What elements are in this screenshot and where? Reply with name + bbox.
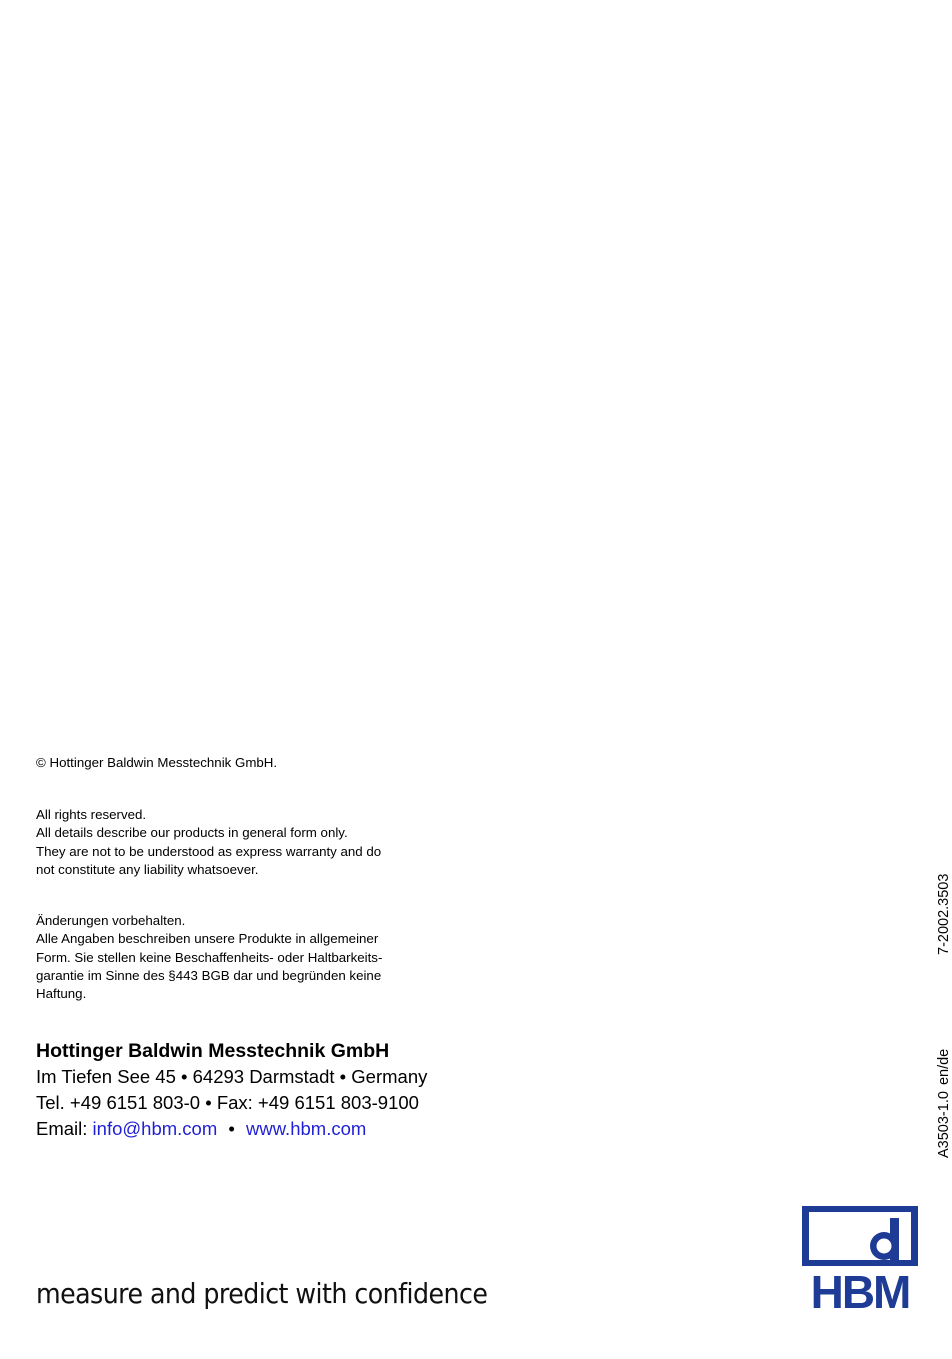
document-number: 7-2002.3503 (936, 873, 952, 955)
website-link[interactable]: www.hbm.com (246, 1118, 367, 1139)
legal-notice-german (36, 912, 382, 1003)
legal-line: not constitute any liability whatsoever. (36, 861, 259, 877)
legal-line: Änderungen vorbehalten. (36, 913, 186, 928)
legal-line: garantie im Sinne des §443 BGB dar und begründen keine (36, 967, 382, 983)
email-link[interactable]: info@hbm.com (92, 1118, 218, 1139)
phone-fax-line: Tel. +49 6151 803-0 • Fax: +49 6151 803-9100 (36, 1092, 419, 1113)
company-contact-block (36, 1038, 427, 1142)
legal-line: Alle Angaben beschreiben unsere Produkte in allgemeiner (36, 931, 379, 947)
logo-text: HBM (810, 1266, 910, 1318)
document-code: A3503-1.0 en/de (936, 1048, 952, 1158)
company-address: Im Tiefen See 45 • 64293 Darmstadt • Germany (36, 1066, 428, 1087)
legal-line: Form. Sie stellen keine Beschaffenheits- oder Haltbarkeits- (36, 949, 383, 965)
hbm-logo (802, 1206, 918, 1318)
legal-notice-english (36, 806, 381, 879)
legal-line: They are not to be understood as express warranty and do (36, 843, 382, 859)
copyright-notice: © Hottinger Baldwin Messtechnik GmbH. (36, 755, 278, 770)
legal-line: All details describe our products in general form only. (36, 825, 348, 841)
bullet-separator: • (228, 1118, 235, 1139)
email-web-line (36, 1116, 427, 1142)
email-label: Email: (36, 1118, 88, 1139)
legal-line: Haftung. (36, 986, 87, 1002)
company-name: Hottinger Baldwin Messtechnik GmbH (36, 1040, 390, 1062)
tagline: measure and predict with confidence (36, 1278, 488, 1310)
legal-line: All rights reserved. (36, 807, 147, 822)
